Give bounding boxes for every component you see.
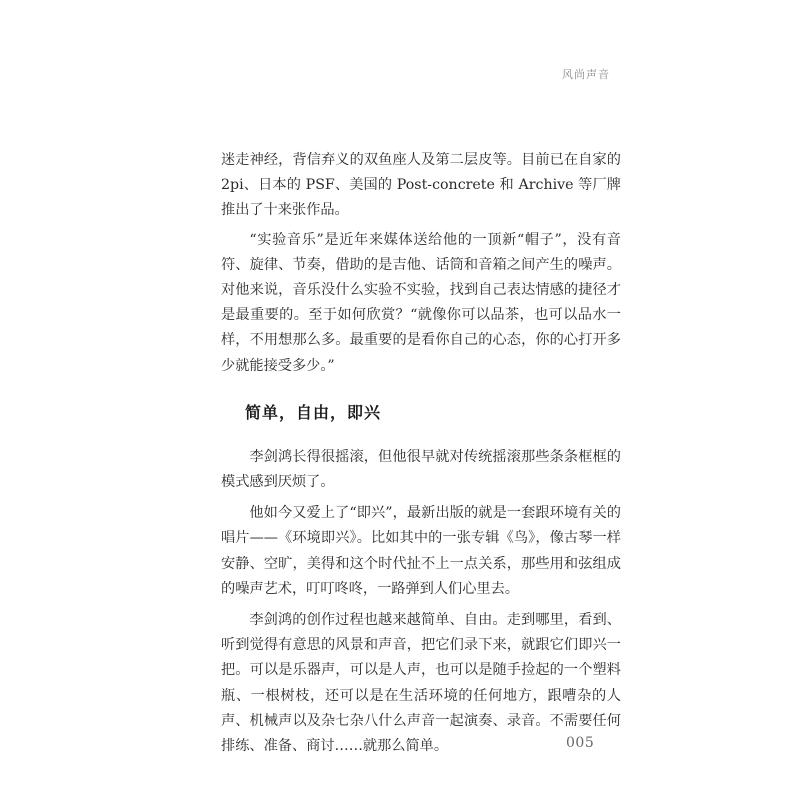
section-heading: 简单，自由，即兴 [245,402,382,422]
paragraph-continuation: 迷走神经，背信弃义的双鱼座人及第二层皮等。目前已在自家的 2pi、日本的 PSF、美国的 Post-concrete 和 Archive 等厂牌推出了十来张作品。 [221,152,621,219]
running-header: 风尚声音 [562,68,610,81]
page-body [221,148,621,765]
paragraph-experimental-music: “实验音乐”是近年来媒体送给他的一顶新“帽子”，没有音符、旋律、节奏，借助的是吉他、话筒和音箱之间产生的噪声。对他来说，音乐没什么实验不实验，找到自己表达情感的捷径才是最重要的。至于如何欣赏？“就像你可以品茶，也可以品水一样，不用想那么多。最重要的是看你自己的心态，你的心打开多少就能接受多少。” [221,231,621,374]
paragraph-creative-process: 李剑鸿的创作过程也越来越简单、自由。走到哪里，看到、听到觉得有意思的风景和声音，把它们录下来，就跟它们即兴一把。可以是乐器声，可以是人声，也可以是随手捡起的一个塑料瓶、一根树枝，还可以是在生活环境的任何地方，跟嘈杂的人声、机械声以及杂七杂八什么声音一起演奏、录音。不需要任何排练、准备、商讨……就那么简单。 [221,612,621,755]
page-number: 005 [566,735,595,751]
paragraph-improvisation: 他如今又爱上了“即兴”，最新出版的就是一套跟环境有关的唱片——《环境即兴》。比如其中的一张专辑《鸟》，像古琴一样安静、空旷，美得和这个时代扯不上一点关系，那些用和弦组成的噪声艺术，叮叮咚咚，一路弹到人们心里去。 [221,505,621,597]
paragraph-rock: 李剑鸿长得很摇滚，但他很早就对传统摇滚那些条条框框的模式感到厌烦了。 [221,448,621,491]
